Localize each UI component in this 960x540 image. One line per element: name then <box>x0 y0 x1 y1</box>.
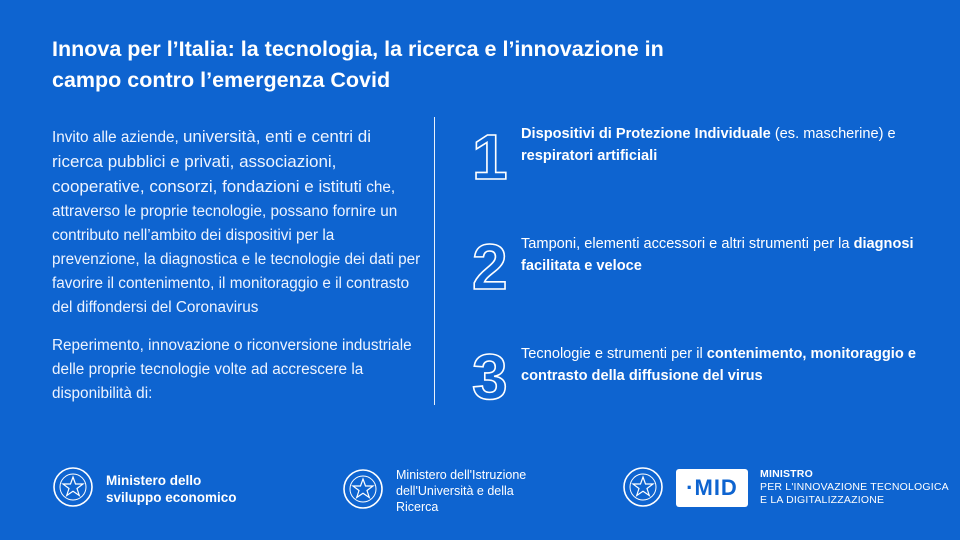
svg-text:1: 1 <box>472 123 508 183</box>
title-line-2: campo contro l’emergenza Covid <box>52 68 391 92</box>
list-item-1 <box>470 123 940 183</box>
republic-emblem-icon <box>52 466 94 508</box>
mid-logo <box>620 455 950 535</box>
item-2-text: Tamponi, elementi accessori e altri strumenti per la diagnosi facilitata e veloce <box>521 236 914 274</box>
page-title <box>52 34 812 96</box>
list-item-3 <box>470 343 940 403</box>
svg-text:2: 2 <box>472 233 508 293</box>
logo-bar <box>40 455 960 535</box>
republic-emblem-icon <box>342 468 384 510</box>
number-2-icon <box>470 233 514 293</box>
title-line-1: Innova per l’Italia: la tecnologia, la ricerca e l’innovazione in <box>52 37 664 61</box>
number-1-icon <box>470 123 514 183</box>
intro-text <box>52 125 424 406</box>
intro-c: istituti <box>313 177 362 196</box>
republic-emblem-icon <box>622 466 664 508</box>
intro-paragraph <box>52 125 424 320</box>
mid-name: MINISTRO PER L'INNOVAZIONE TECNOLOGICA E LA DIGITALIZZAZIONE <box>760 468 949 506</box>
intro-b: università, enti e centri di ricerca pubblici e privati, associazioni, cooperative, consorzi, fondazioni e <box>52 127 372 196</box>
mid-mark: ·MID <box>676 469 748 507</box>
intro-a: Invito alle aziende, <box>52 129 183 146</box>
svg-text:3: 3 <box>472 343 508 403</box>
item-1-text: Dispositivi di Protezione Individuale (es. mascherine) e respiratori artificiali <box>521 126 896 164</box>
item-3-text: Tecnologie e strumenti per il contenimento, monitoraggio e contrasto della diffusione del virus <box>521 346 916 384</box>
number-3-icon <box>470 343 514 403</box>
mise-name: Ministero dello sviluppo economico <box>106 473 237 505</box>
mise-logo <box>40 455 300 535</box>
miur-name: Ministero dell'Istruzione dell'Università e della Ricerca <box>396 468 527 514</box>
supply-paragraph: Reperimento, innovazione o riconversione industriale delle proprie tecnologie volte ad accrescere la disponibilità di: <box>52 337 412 402</box>
miur-logo <box>338 455 598 535</box>
intro-d: che, attraverso le proprie tecnologie, possano fornire un contributo nell’ambito dei dispositivi per la prevenzione, la diagnostica e le tecnologie dei dati per favorire il contenimento, il monitoraggio e il contrasto del diffondersi del Coronavirus <box>52 179 421 316</box>
list-item-2 <box>470 233 940 293</box>
vertical-divider <box>434 117 435 405</box>
